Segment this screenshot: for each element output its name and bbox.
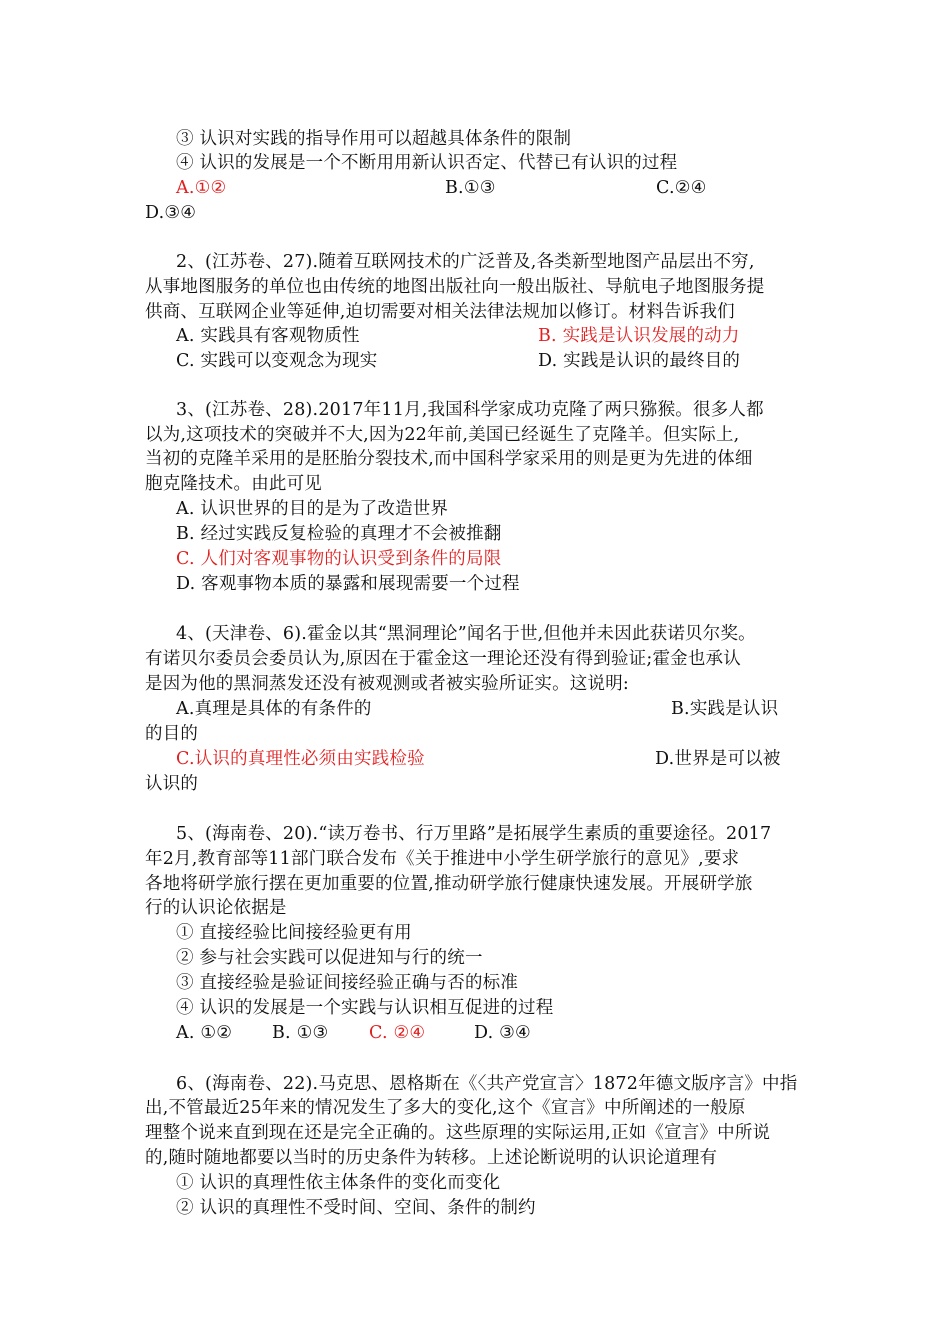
q5-stem-line-2: 年2月,教育部等11部门联合发布《关于推进中小学生研学旅行的意见》,要求 xyxy=(145,849,740,869)
q5-option-3: ③ 直接经验是验证间接经验正确与否的标准 xyxy=(176,973,519,993)
q5-stem-line-1: 5、(海南卷、20).“读万卷书、行万里路”是拓展学生素质的重要途径。2017 xyxy=(176,824,772,844)
q5-stem-line-4: 行的认识论依据是 xyxy=(145,898,287,918)
q4-stem-line-1: 4、(天津卷、6).霍金以其“黑洞理论”闻名于世,但他并未因此获诺贝尔奖。 xyxy=(176,624,756,644)
q1-choice-b: B.①③ xyxy=(445,178,496,198)
q5-option-4: ④ 认识的发展是一个实践与认识相互促进的过程 xyxy=(176,998,554,1018)
q1-choice-d: D.③④ xyxy=(145,203,197,223)
q1-choice-c: C.②④ xyxy=(656,178,707,198)
q5-stem-line-3: 各地将研学旅行摆在更加重要的位置,推动研学旅行健康快速发展。开展研学旅 xyxy=(145,874,753,894)
q1-option-4: ④ 认识的发展是一个不断用用新认识否定、代替已有认识的过程 xyxy=(176,153,678,173)
q3-stem-line-2: 以为,这项技术的突破并不大,因为22年前,美国已经诞生了克隆羊。但实际上, xyxy=(145,425,740,445)
q1-option-3: ③ 认识对实践的指导作用可以超越具体条件的限制 xyxy=(176,129,572,149)
q5-choice-c-answer: C. ②④ xyxy=(369,1023,426,1043)
q5-choice-a: A. ①② xyxy=(176,1023,233,1043)
q2-choice-b-answer: B. 实践是认识发展的动力 xyxy=(538,326,740,346)
q6-stem-line-1: 6、(海南卷、22).马克思、恩格斯在《〈共产党宣言〉1872年德文版序言》中指 xyxy=(176,1074,798,1094)
q4-stem-line-3: 是因为他的黑洞蒸发还没有被观测或者被实验所证实。这说明: xyxy=(145,674,629,694)
q4-choice-c-answer: C.认识的真理性必须由实践检验 xyxy=(176,749,425,769)
q4-choice-d: D.世界是可以被 xyxy=(655,749,781,769)
q3-choice-a: A. 认识世界的目的是为了改造世界 xyxy=(176,499,449,519)
q2-choice-a: A. 实践具有客观物质性 xyxy=(176,326,360,346)
q5-choice-d: D. ③④ xyxy=(474,1023,531,1043)
q1-choice-a-answer: A.①② xyxy=(176,178,227,198)
q4-choice-a: A.真理是具体的有条件的 xyxy=(176,699,372,719)
q6-stem-line-4: 的,随时随地都要以当时的历史条件为转移。上述论断说明的认识论道理有 xyxy=(145,1148,718,1168)
q6-stem-line-3: 理整个说来直到现在还是完全正确的。这些原理的实际运用,正如《宣言》中所说 xyxy=(145,1123,771,1143)
q3-choice-b: B. 经过实践反复检验的真理才不会被推翻 xyxy=(176,524,502,544)
q6-stem-line-2: 出,不管最近25年来的情况发生了多大的变化,这个《宣言》中所阐述的一般原 xyxy=(145,1098,746,1118)
q2-stem-line-1: 2、(江苏卷、27).随着互联网技术的广泛普及,各类新型地图产品层出不穷, xyxy=(176,252,755,272)
q3-choice-c-answer: C. 人们对客观事物的认识受到条件的局限 xyxy=(176,549,502,569)
q3-stem-line-3: 当初的克隆羊采用的是胚胎分裂技术,而中国科学家采用的则是更为先进的体细 xyxy=(145,449,753,469)
q3-choice-d: D. 客观事物本质的暴露和展现需要一个过程 xyxy=(176,574,520,594)
q4-choice-b: B.实践是认识 xyxy=(671,699,779,719)
q6-option-2: ② 认识的真理性不受时间、空间、条件的制约 xyxy=(176,1198,536,1218)
q2-stem-line-2: 从事地图服务的单位也由传统的地图出版社向一般出版社、导航电子地图服务提 xyxy=(145,277,765,297)
q3-stem-line-4: 胞克隆技术。由此可见 xyxy=(145,474,322,494)
q6-option-1: ① 认识的真理性依主体条件的变化而变化 xyxy=(176,1173,501,1193)
q2-stem-line-3: 供商、互联网企业等延伸,迫切需要对相关法律法规加以修订。材料告诉我们 xyxy=(145,302,735,322)
q4-choice-b-wrap: 的目的 xyxy=(145,724,199,744)
q5-choice-b: B. ①③ xyxy=(272,1023,329,1043)
q5-option-2: ② 参与社会实践可以促进知与行的统一 xyxy=(176,948,483,968)
q3-stem-line-1: 3、(江苏卷、28).2017年11月,我国科学家成功克隆了两只猕猴。很多人都 xyxy=(176,400,764,420)
q4-choice-d-wrap: 认识的 xyxy=(145,774,199,794)
q2-choice-c: C. 实践可以变观念为现实 xyxy=(176,351,378,371)
q5-option-1: ① 直接经验比间接经验更有用 xyxy=(176,923,412,943)
q2-choice-d: D. 实践是认识的最终目的 xyxy=(538,351,741,371)
q4-stem-line-2: 有诺贝尔委员会委员认为,原因在于霍金这一理论还没有得到验证;霍金也承认 xyxy=(145,649,741,669)
